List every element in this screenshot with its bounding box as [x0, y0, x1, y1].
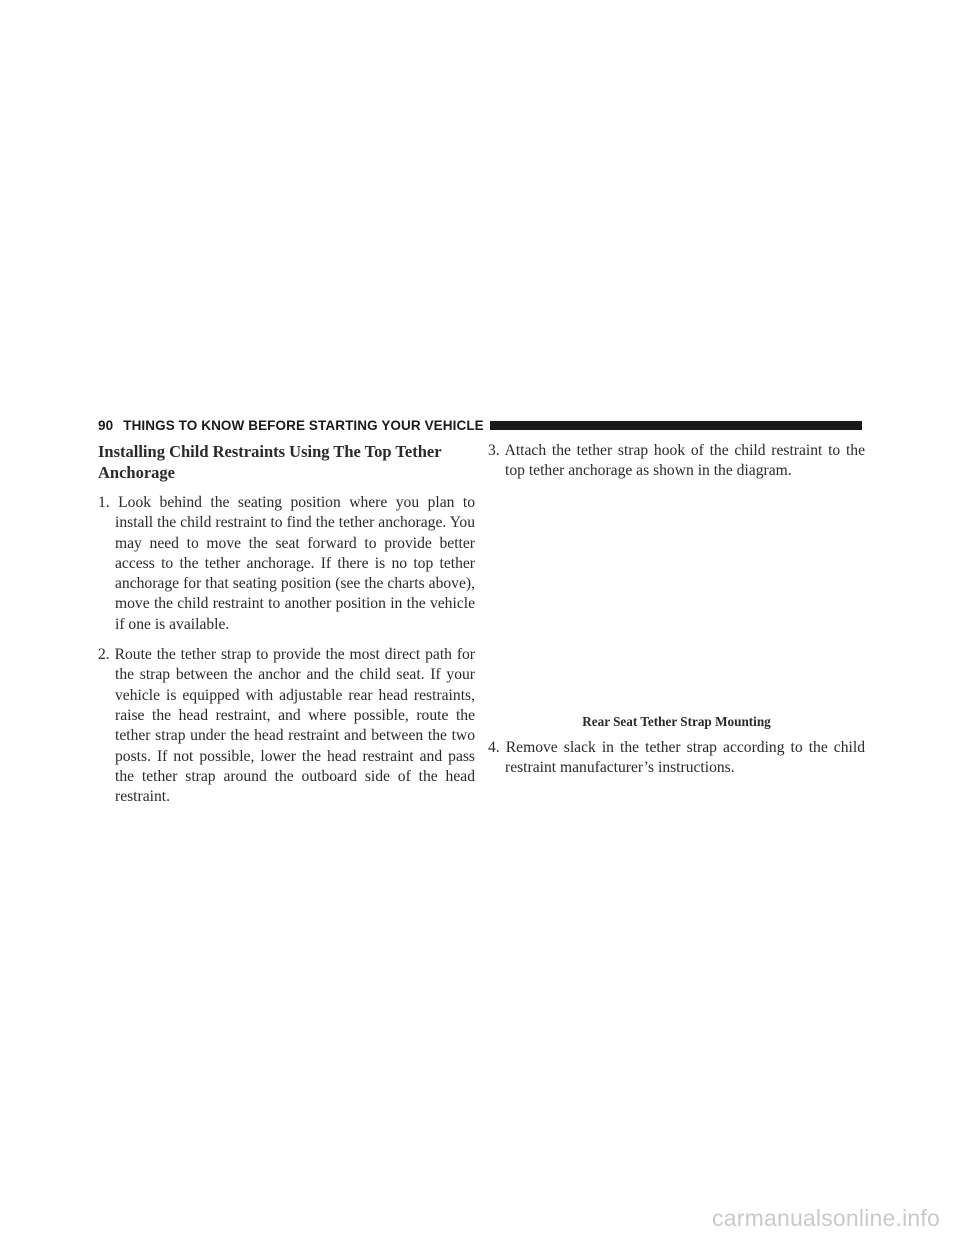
step-number: 2. [98, 646, 110, 664]
step-number: 1. [98, 494, 110, 511]
page-header [98, 416, 862, 434]
watermark-link[interactable]: carmanualsonline.info [712, 1205, 940, 1231]
section-title: THINGS TO KNOW BEFORE STARTING YOUR VEHICLE [123, 417, 484, 433]
section-heading: Installing Child Restraints Using The Top Tether Anchorage [98, 442, 442, 482]
step-1 [98, 493, 475, 635]
step-4 [488, 738, 865, 779]
figure-caption: Rear Seat Tether Strap Mounting [582, 713, 771, 729]
step-number: 4. [488, 738, 500, 756]
step-number: 3. [488, 442, 500, 459]
step-text: Attach the tether strap hook of the child restraint to the top tether anchorage as shown in the diagram. [504, 442, 865, 480]
left-column [98, 441, 475, 817]
step-2 [98, 645, 475, 807]
step-text: Look behind the seating position where you plan to install the child restraint to find the tether anchorage. You may need to move the seat forward to provide better access to the tether anchorage. If there is no top tether anchorage for that seating position (see the charts above), move the child restraint to another position in the vehicle if one is available. [115, 494, 475, 633]
step-text: Remove slack in the tether strap according to the child restraint manufacturer’s instructions. [505, 738, 865, 776]
step-3 [488, 441, 865, 482]
right-column [488, 441, 865, 788]
header-rule [490, 421, 862, 430]
page-number: 90 [98, 417, 114, 433]
tether-diagram-figure [488, 492, 865, 714]
step-text: Route the tether strap to provide the most direct path for the strap between the anchor and the child seat. If your vehicle is equipped with adjustable rear head restraints, raise the head restraint, and where possible, route the tether strap under the head restraint and between the two posts. If not possible, lower the head restraint and pass the tether strap around the outboard side of the head restraint. [114, 646, 475, 806]
